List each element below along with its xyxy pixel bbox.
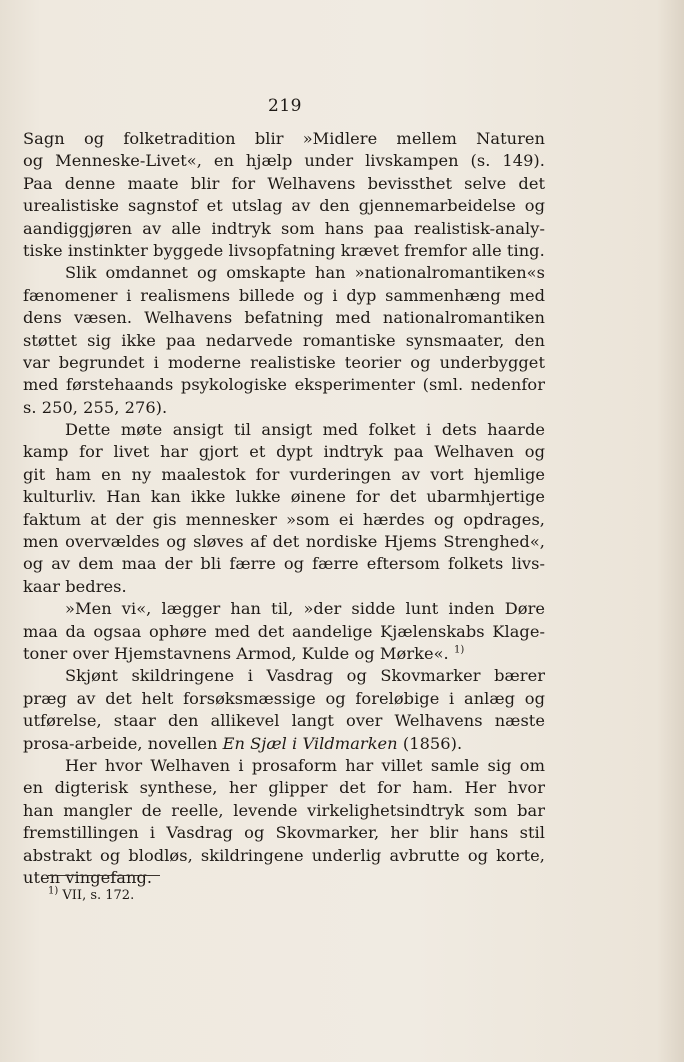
paragraph	[23, 128, 545, 262]
text-line: s. 250, 255, 276).	[23, 397, 168, 417]
text-line: Dette møte ansigt til ansigt med folket i dets haarde	[65, 420, 545, 440]
footnote-reference: 1)	[453, 644, 465, 656]
footnote-text: VII, s. 172.	[62, 888, 135, 903]
text-line: Slik omdannet og omskapte han »nationalromantiken«s	[65, 263, 545, 283]
text-line: utførelse, staar den allikevel langt over Welhavens næste	[23, 711, 545, 731]
text-line: kamp for livet har gjort et dypt indtryk paa Welhaven og	[23, 442, 545, 462]
paragraph	[23, 262, 545, 419]
text-line: støttet sig ikke paa nedarvede romantiske synsmaater, den	[23, 330, 545, 350]
text-line: præg av det helt forsøksmæssige og foreløbige i anlæg og	[23, 688, 545, 708]
text-line: urealistiske sagnstof et utslag av den gjennemarbeidelse og	[23, 196, 545, 216]
text-line-body: prosa-arbeide, novellen	[23, 733, 223, 753]
paragraph	[23, 598, 545, 665]
text-line: Skjønt skildringene i Vasdrag og Skovmarker bærer	[65, 666, 545, 686]
footnote-marker: 1)	[48, 885, 59, 897]
novel-title: En Sjæl i Vildmarken	[222, 733, 398, 753]
text-line: Sagn og folketradition blir »Midlere mellem Naturen	[23, 129, 545, 148]
text-line: fænomener i realismens billede og i dyp sammenhæng med	[23, 285, 545, 305]
text-line: og av dem maa der bli færre og færre eftersom folkets livs-	[23, 554, 545, 574]
text-line-body: (1856).	[397, 733, 463, 753]
text-line: Paa denne maate blir for Welhavens bevissthet selve det	[23, 173, 545, 193]
text-line: aandiggjøren av alle indtryk som hans paa realistisk-analy-	[23, 218, 545, 238]
text-line	[23, 643, 545, 665]
text-line	[23, 733, 545, 755]
page-number: 219	[268, 96, 302, 116]
text-line: tiske instinkter byggede livsopfatning krævet fremfor alle ting.	[23, 240, 545, 260]
text-line: men overvældes og sløves af det nordiske Hjems Strenghed«,	[23, 532, 545, 552]
text-line: fremstillingen i Vasdrag og Skovmarker, her blir hans stil	[23, 823, 545, 843]
footnote	[48, 886, 134, 906]
text-line: en digterisk synthese, her glipper det for ham. Her hvor	[23, 778, 545, 798]
text-line: var begrundet i moderne realistiske teorier og underbygget	[23, 352, 545, 372]
text-line: han mangler de reelle, levende virkelighetsindtryk som bar	[23, 800, 545, 820]
paragraph	[23, 665, 545, 755]
text-line: og Menneske-Livet«, en hjælp under livskampen (s. 149).	[23, 151, 545, 171]
text-line: Her hvor Welhaven i prosaform har villet samle sig om	[65, 755, 545, 775]
text-line-body: toner over Hjemstavnens Armod, Kulde og Mørke«.	[23, 643, 449, 663]
paragraph	[23, 419, 545, 598]
text-line: kulturliv. Han kan ikke lukke øinene for det ubarmhjertige	[23, 487, 545, 507]
footnote-divider	[48, 875, 160, 876]
text-line: git ham en ny maalestok for vurderingen av vort hjemlige	[23, 464, 545, 484]
text-line: maa da ogsaa ophøre med det aandelige Kjælenskabs Klage-	[23, 621, 545, 641]
paragraph	[23, 755, 545, 889]
text-line: faktum at der gis mennesker »som ei hærdes og opdrages,	[23, 509, 545, 529]
body-text	[23, 128, 545, 889]
text-line: med førstehaands psykologiske eksperimenter (sml. nedenfor	[23, 375, 545, 395]
text-line: kaar bedres.	[23, 576, 127, 596]
text-line: dens væsen. Welhavens befatning med nationalromantiken	[23, 308, 545, 328]
text-line: abstrakt og blodløs, skildringene underlig avbrutte og korte,	[23, 845, 545, 865]
text-line: »Men vi«, lægger han til, »der sidde lunt inden Døre	[65, 599, 545, 619]
text-line: uten vingefang.	[23, 867, 153, 887]
